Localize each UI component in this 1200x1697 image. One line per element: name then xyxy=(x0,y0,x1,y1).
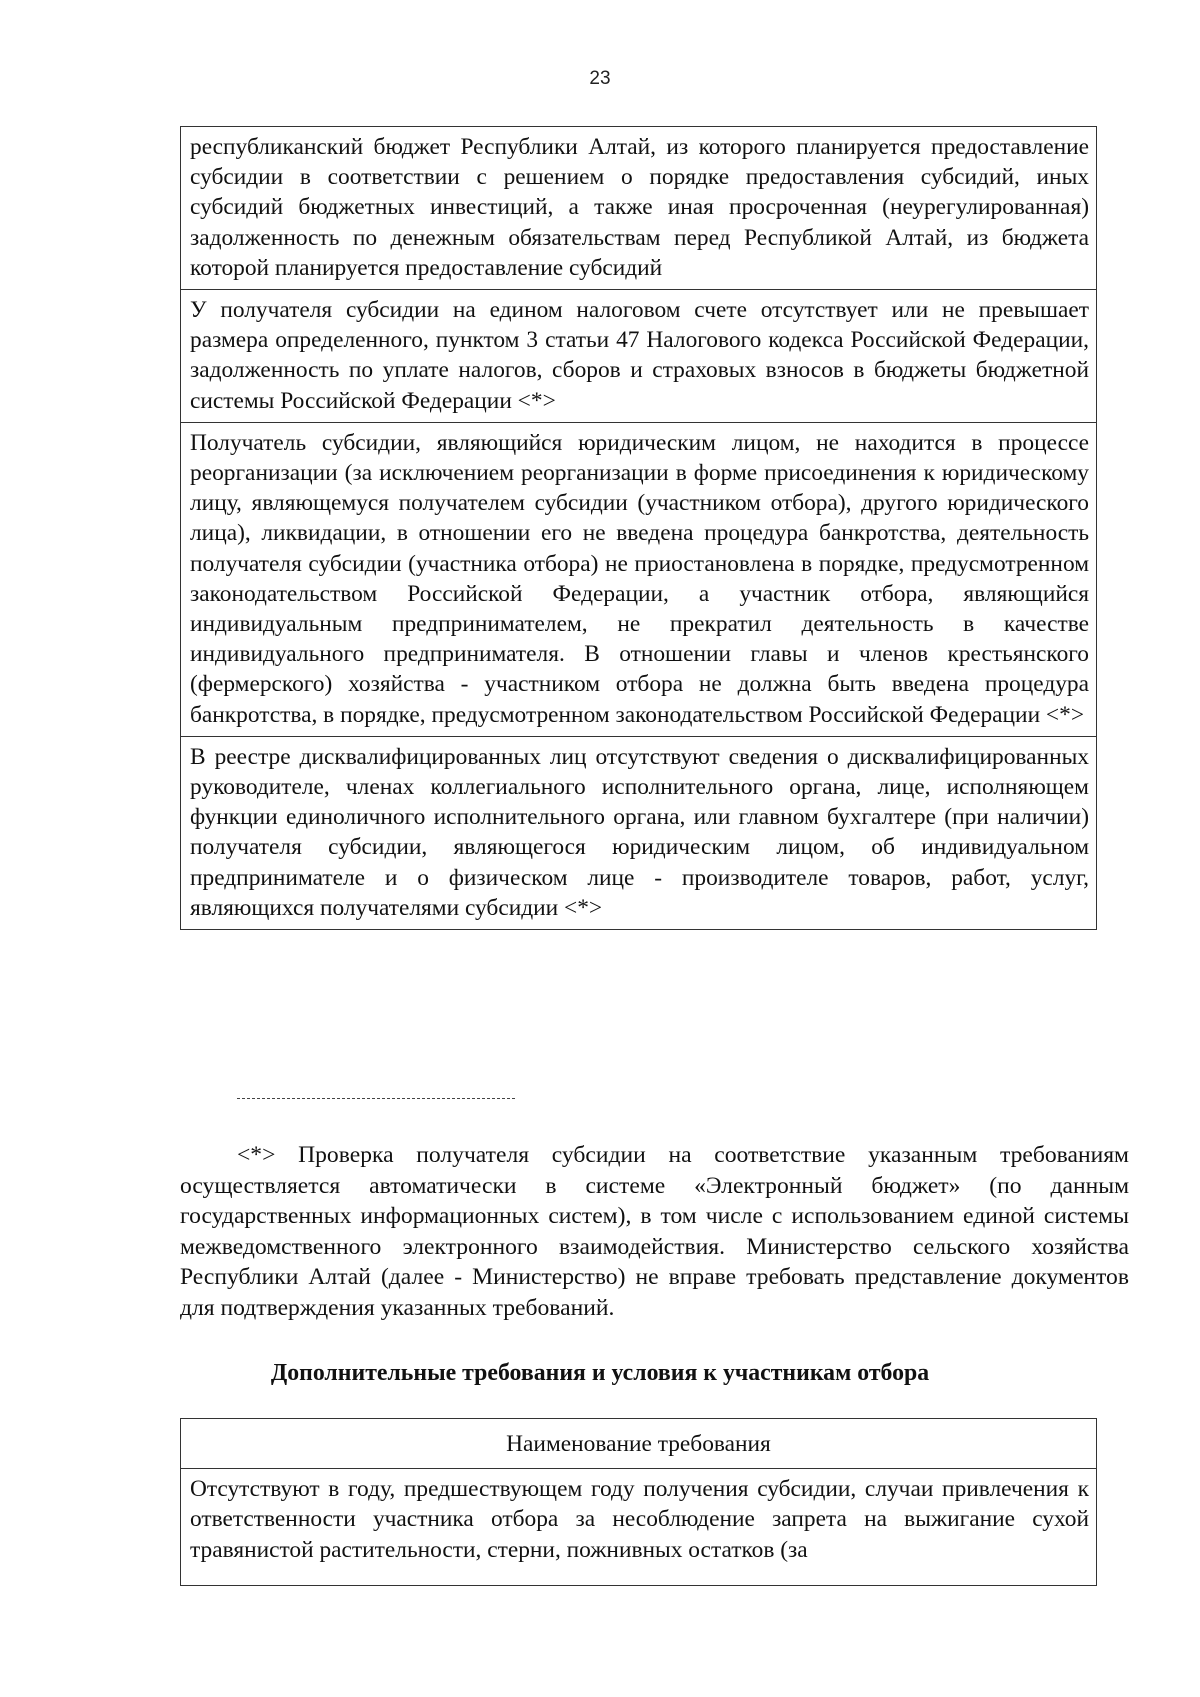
additional-requirement-row-1: Отсутствуют в году, предшествующем году получения субсидии, случаи привлечения к ответственности участника отбора за несоблюдение запрета на выжигание сухой травянистой растительности, стерни, пожнивных остатков (за xyxy=(181,1468,1096,1571)
footnote-text: <*> Проверка получателя субсидии на соответствие указанным требованиям осуществляется автоматически в системе «Электронный бюджет» (по данным государственных информационных систем), в том числе с использованием единой системы межведомственного электронного взаимодействия. Министерство сельского хозяйства Республики Алтай (далее - Министерство) не вправе требовать представление документов для подтверждения указанных требований. xyxy=(180,1142,1129,1321)
table-header: Наименование требования xyxy=(506,1431,771,1457)
section-heading: Дополнительные требования и условия к участникам отбора xyxy=(270,1360,930,1386)
requirement-row-1: республиканский бюджет Республики Алтай, из которого планируется предоставление субсидии в соответствии с решением о порядке предоставления субсидий, иных субсидий бюджетных инвестиций, а также иная просроченная (неурегулированная) задолженность по денежным обязательствам перед Республикой Алтай, из бюджета которой планируется предоставление субсидий xyxy=(190,134,1089,281)
additional-requirements-table xyxy=(180,1418,1097,1586)
requirement-row-2: У получателя субсидии на едином налоговом счете отсутствует или не превышает размера определенного, пунктом 3 статьи 47 Налогового кодекса Российской Федерации, задолженность по уплате налогов, сборов и страховых взносов в бюджеты бюджетной системы Российской Федерации <*> xyxy=(181,289,1096,422)
requirement-row-4: В реестре дисквалифицированных лиц отсутствуют сведения о дисквалифицированных руководителе, членах коллегиального исполнительного органа, лице, исполняющем функции единоличного исполнительного органа, или главном бухгалтере (при наличии) получателя субсидии, являющегося юридическим лицом, об индивидуальном предпринимателе и о физическом лице - производителе товаров, работ, услуг, являющихся получателями субсидии <*> xyxy=(181,736,1096,929)
requirements-table xyxy=(180,126,1097,930)
page-number: 23 xyxy=(589,68,611,89)
requirement-row-3: Получатель субсидии, являющийся юридическим лицом, не находится в процессе реорганизации (за исключением реорганизации в форме присоединения к юридическому лицу, являющемуся получателем субсидии (участником отбора), другого юридического лица), ликвидации, в отношении его не введена процедура банкротства, деятельность получателя субсидии (участника отбора) не приостановлена в порядке, предусмотренном законодательством Российской Федерации, а участник отбора, являющийся индивидуальным предпринимателем, не прекратил деятельность в качестве индивидуального предпринимателя. В отношении главы и членов крестьянского (фермерского) хозяйства - участником отбора не должна быть введена процедура банкротства, в порядке, предусмотренном законодательством Российской Федерации <*> xyxy=(181,422,1096,736)
footnote-separator xyxy=(237,1098,515,1099)
